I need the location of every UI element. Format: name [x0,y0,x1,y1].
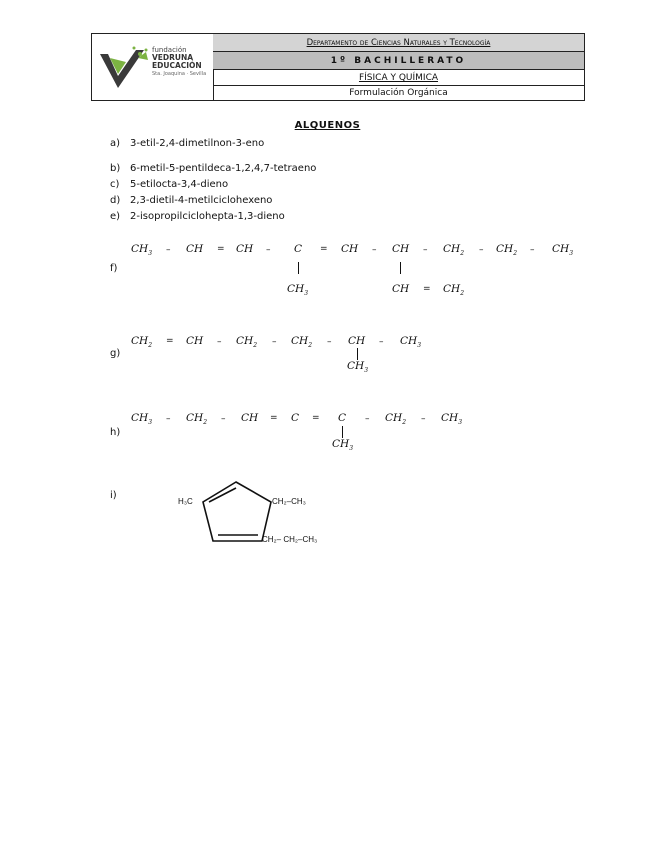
course-title: 1º BACHILLERATO [213,52,584,70]
list-item: c) 5-etilocta-3,4-dieno [110,179,229,190]
label-g: g) [110,348,121,359]
ring-substituent-right-top: CH₂–CH₃ [272,497,306,506]
subject-title: FÍSICA Y QUÍMICA [213,70,584,86]
list-item: b) 6-metil-5-pentildeca-1,2,4,7-tetraeno [110,163,317,174]
ring-substituent-left: H₃C [178,497,193,506]
label-h: h) [110,427,121,438]
school-logo [92,34,214,100]
department-title: Departamento de Ciencias Naturales y Tecnología [213,34,584,52]
vedruna-logo-icon [96,44,156,94]
logo-text: fundación VEDRUNA EDUCACIÓN Sta. Joaquina · Sevilla [152,46,207,77]
list-item: a) 3-etil-2,4-dimetilnon-3-eno [110,138,265,149]
list-item: e) 2-isopropilciclohepta-1,3-dieno [110,211,285,222]
list-item: d) 2,3-dietil-4-metilciclohexeno [110,195,273,206]
topic-title: Formulación Orgánica [349,88,448,98]
header-table [91,33,585,101]
ring-substituent-right-bottom: CH₂– CH₂–CH₃ [262,535,318,544]
label-f: f) [110,263,118,274]
label-i: i) [110,490,117,501]
section-title: ALQUENOS [294,120,361,131]
